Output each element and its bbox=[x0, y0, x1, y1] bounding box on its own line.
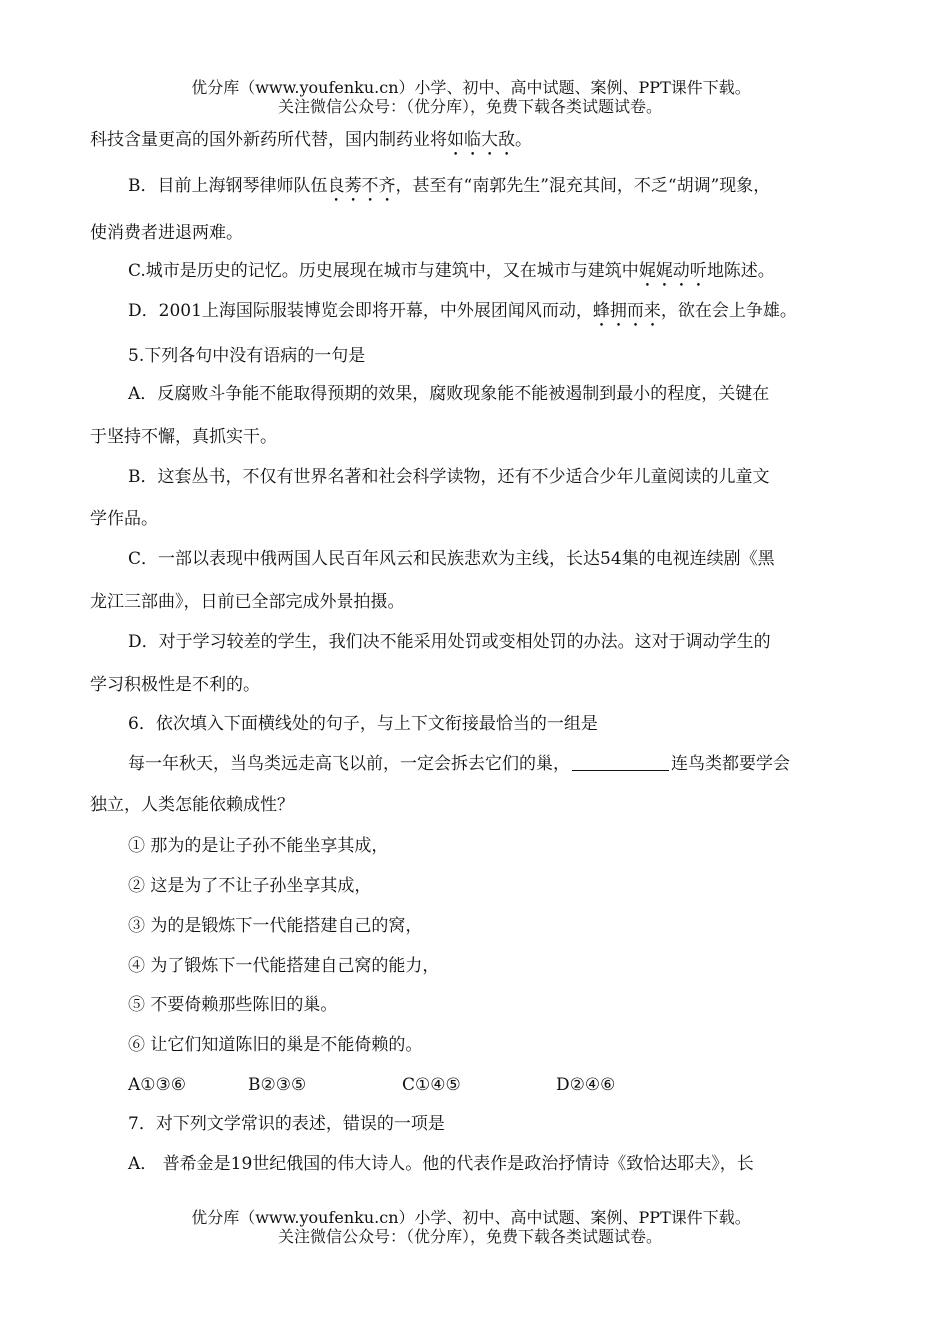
fill-in-blank bbox=[572, 754, 669, 771]
emphasized-idiom: 良莠不齐 bbox=[327, 176, 396, 196]
text: 科技含量更高的国外新药所代替，国内制药业将 bbox=[90, 130, 447, 150]
text: 每一年秋天，当鸟类远走高飞以前，一定会拆去它们的巢， bbox=[128, 754, 570, 774]
footer-line-2: 关注微信公众号：（优分库），免费下载各类试题试卷。 bbox=[277, 1227, 662, 1246]
text: 地陈述。 bbox=[706, 261, 775, 281]
q6-passage-line1 bbox=[128, 752, 790, 776]
q6-option-d: D②④⑥ bbox=[556, 1075, 616, 1095]
page-footer bbox=[0, 1208, 950, 1246]
q6-option-c: C①④⑤ bbox=[402, 1075, 461, 1095]
q7-stem: 7．对下列文学常识的表述，错误的一项是 bbox=[128, 1114, 445, 1134]
text: 连鸟类都要学会 bbox=[671, 754, 790, 774]
q6-sentence-2: ② 这是为了不让子孙坐享其成， bbox=[128, 876, 372, 896]
emphasized-idiom: 蜂拥而来 bbox=[592, 301, 661, 321]
q5-option-b-line2: 学作品。 bbox=[90, 509, 158, 529]
q5-option-c-line1: C．一部以表现中俄两国人民百年风云和民族悲欢为主线，长达54集的电视连续剧《黑 bbox=[128, 549, 775, 569]
q4-option-a-tail bbox=[90, 128, 532, 160]
q6-sentence-1: ① 那为的是让子孙不能坐享其成， bbox=[128, 836, 389, 856]
q6-option-b: B②③⑤ bbox=[248, 1075, 307, 1095]
q4-option-b-line2: 使消费者进退两难。 bbox=[90, 223, 243, 243]
header-line-1: 优分库（www.youfenku.cn）小学、初中、高中试题、案例、PPT课件下载。 bbox=[191, 78, 751, 97]
emphasized-idiom: 娓娓动听 bbox=[638, 261, 707, 281]
q7-option-a-line1: A． 普希金是19世纪俄国的伟大诗人。他的代表作是政治抒情诗《致恰达耶夫》，长 bbox=[128, 1154, 754, 1174]
emphasized-idiom: 如临大敌 bbox=[447, 130, 515, 150]
header-line-2: 关注微信公众号：（优分库），免费下载各类试题试卷。 bbox=[277, 97, 662, 116]
q6-option-a: A①③⑥ bbox=[128, 1075, 186, 1095]
text: C.城市是历史的记忆。历史展现在城市与建筑中，又在城市与建筑中 bbox=[128, 261, 639, 281]
q5-option-a-line1: A．反腐败斗争能不能取得预期的效果，腐败现象能不能被遏制到最小的程度，关键在 bbox=[128, 384, 770, 404]
q6-sentence-5: ⑤ 不要倚赖那些陈旧的巢。 bbox=[128, 995, 338, 1015]
q4-option-b-line1 bbox=[128, 174, 770, 206]
q4-option-c bbox=[128, 259, 775, 291]
footer-line-1: 优分库（www.youfenku.cn）小学、初中、高中试题、案例、PPT课件下载。 bbox=[191, 1208, 751, 1227]
q5-stem: 5.下列各句中没有语病的一句是 bbox=[128, 346, 366, 366]
text: ，欲在会上争雄。 bbox=[660, 301, 797, 321]
text: B．目前上海钢琴律师队伍 bbox=[128, 176, 328, 196]
page-header bbox=[0, 78, 950, 116]
q6-sentence-6: ⑥ 让它们知道陈旧的巢是不能倚赖的。 bbox=[128, 1035, 423, 1055]
q5-option-d-line2: 学习积极性是不利的。 bbox=[90, 675, 260, 695]
text: 。 bbox=[515, 130, 532, 150]
q6-stem: 6．依次填入下面横线处的句子，与上下文衔接最恰当的一组是 bbox=[128, 714, 598, 734]
q5-option-b-line1: B．这套丛书，不仅有世界名著和社会科学读物，还有不少适合少年儿童阅读的儿童文 bbox=[128, 467, 770, 487]
q4-option-d bbox=[128, 299, 797, 331]
q6-sentence-4: ④ 为了锻炼下一代能搭建自己窝的能力， bbox=[128, 956, 440, 976]
text: ，甚至有“南郭先生”混充其间，不乏“胡调”现象， bbox=[395, 176, 771, 196]
q5-option-c-line2: 龙江三部曲》，日前已全部完成外景拍摄。 bbox=[90, 592, 405, 612]
q6-sentence-3: ③ 为的是锻炼下一代能搭建自己的窝， bbox=[128, 916, 423, 936]
text: D．2001上海国际服装博览会即将开幕，中外展团闻风而动， bbox=[128, 301, 593, 321]
q5-option-a-line2: 于坚持不懈，真抓实干。 bbox=[90, 427, 277, 447]
q5-option-d-line1: D．对于学习较差的学生，我们决不能采用处罚或变相处罚的办法。这对于调动学生的 bbox=[128, 632, 771, 652]
q6-passage-line2: 独立，人类怎能依赖成性？ bbox=[90, 795, 294, 815]
